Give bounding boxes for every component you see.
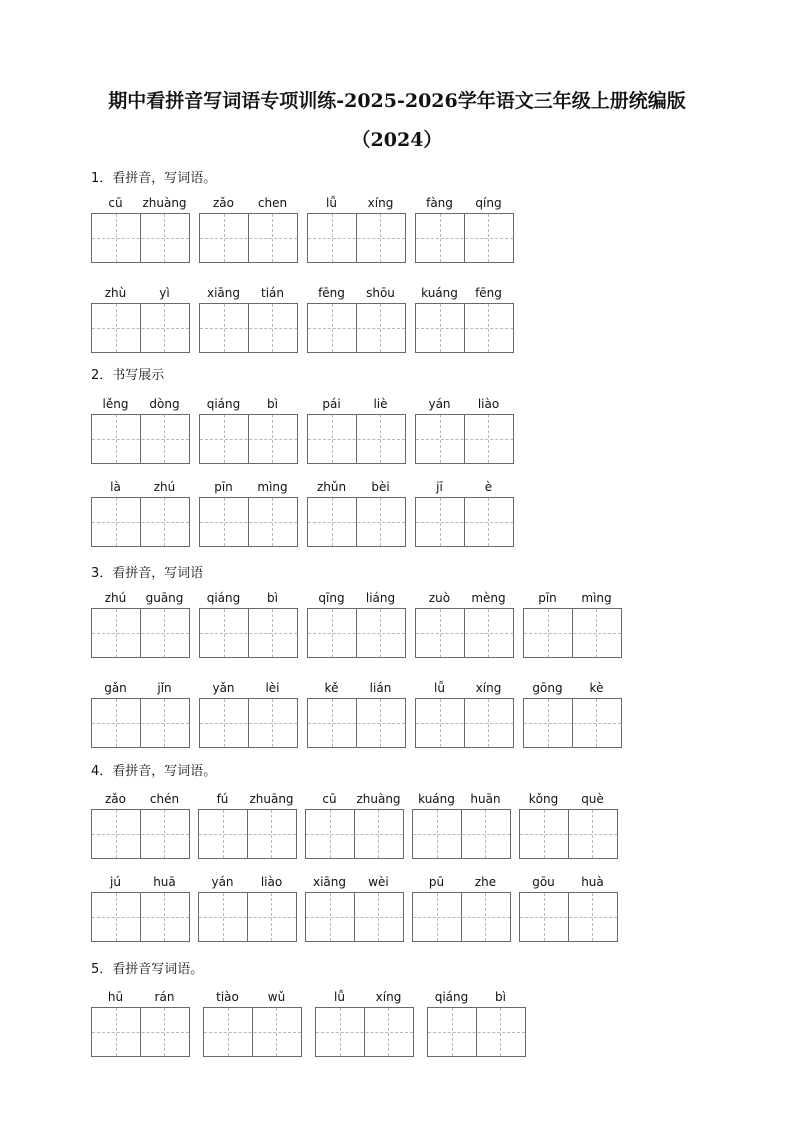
pinyin-text: zhú	[153, 480, 176, 494]
pinyin-text: fú	[216, 792, 229, 806]
guide-line-vertical	[116, 609, 117, 657]
guide-line-horizontal	[520, 917, 617, 918]
question-label: 5．看拼音写词语。	[91, 962, 204, 977]
guide-line-vertical	[488, 498, 489, 546]
word-item	[199, 591, 298, 658]
guide-line-vertical	[223, 893, 224, 941]
pinyin-text: pīn	[214, 480, 233, 494]
pinyin-text: huān	[470, 792, 501, 806]
guide-line-vertical	[440, 498, 441, 546]
guide-line-horizontal	[92, 917, 189, 918]
writing-grid[interactable]	[91, 892, 190, 942]
word-item	[307, 286, 406, 353]
pinyin-text: jú	[110, 875, 121, 889]
guide-line-vertical	[380, 498, 381, 546]
pinyin-text: cū	[108, 196, 123, 210]
word-item	[415, 480, 514, 547]
writing-grid[interactable]	[91, 608, 190, 658]
writing-grid[interactable]	[519, 892, 618, 942]
guide-line-vertical	[488, 609, 489, 657]
writing-grid[interactable]	[91, 303, 190, 353]
guide-line-vertical	[272, 304, 273, 352]
guide-line-horizontal	[200, 439, 297, 440]
pinyin-text: qíng	[475, 196, 502, 210]
pinyin-text: lǚ	[326, 196, 337, 210]
guide-line-horizontal	[308, 633, 405, 634]
word-item	[199, 681, 298, 748]
guide-line-vertical	[116, 304, 117, 352]
writing-grid[interactable]	[199, 698, 298, 748]
pinyin-text: zhú	[104, 591, 127, 605]
guide-line-horizontal	[520, 834, 617, 835]
guide-line-vertical	[164, 699, 165, 747]
writing-grid[interactable]	[91, 497, 190, 547]
guide-line-vertical	[164, 810, 165, 858]
word-item	[91, 286, 190, 353]
word-item	[305, 875, 404, 942]
pinyin-text: xíng	[375, 990, 402, 1004]
pinyin-text: là	[110, 480, 121, 494]
guide-line-horizontal	[308, 522, 405, 523]
writing-grid[interactable]	[412, 809, 511, 859]
guide-line-horizontal	[306, 917, 403, 918]
writing-grid[interactable]	[198, 892, 297, 942]
writing-grid[interactable]	[305, 809, 404, 859]
writing-grid[interactable]	[415, 213, 514, 263]
pinyin-text: gǎn	[104, 681, 127, 695]
word-item	[91, 591, 190, 658]
pinyin-text: qiáng	[434, 990, 469, 1004]
word-item	[305, 792, 404, 859]
guide-line-horizontal	[306, 834, 403, 835]
guide-line-horizontal	[524, 633, 621, 634]
guide-line-vertical	[224, 415, 225, 463]
guide-line-vertical	[437, 893, 438, 941]
word-item	[519, 792, 618, 859]
word-item	[307, 397, 406, 464]
guide-line-vertical	[223, 810, 224, 858]
pinyin-text: yán	[211, 875, 234, 889]
guide-line-vertical	[440, 415, 441, 463]
word-item	[91, 480, 190, 547]
pinyin-text: bì	[495, 990, 506, 1004]
word-item	[307, 196, 406, 263]
pinyin-text: liào	[477, 397, 500, 411]
guide-line-horizontal	[416, 328, 513, 329]
pinyin-text: mèng	[471, 591, 506, 605]
writing-grid[interactable]	[307, 303, 406, 353]
pinyin-text: huà	[581, 875, 604, 889]
guide-line-vertical	[544, 893, 545, 941]
writing-grid[interactable]	[199, 497, 298, 547]
pinyin-text: zhuàng	[142, 196, 187, 210]
pinyin-text: lèi	[265, 681, 280, 695]
guide-line-vertical	[116, 893, 117, 941]
guide-line-horizontal	[199, 834, 296, 835]
pinyin-text: mìng	[257, 480, 288, 494]
pinyin-text: kǒng	[528, 792, 559, 806]
pinyin-text: kuáng	[418, 792, 455, 806]
guide-line-horizontal	[308, 723, 405, 724]
writing-grid[interactable]	[199, 303, 298, 353]
word-item	[415, 286, 514, 353]
word-item	[91, 681, 190, 748]
pinyin-text: gōu	[532, 875, 555, 889]
guide-line-horizontal	[416, 633, 513, 634]
writing-grid[interactable]	[307, 414, 406, 464]
guide-line-vertical	[224, 498, 225, 546]
guide-line-horizontal	[92, 328, 189, 329]
pinyin-text: rán	[154, 990, 175, 1004]
guide-line-vertical	[272, 214, 273, 262]
guide-line-horizontal	[92, 723, 189, 724]
writing-grid[interactable]	[91, 213, 190, 263]
guide-line-vertical	[544, 810, 545, 858]
guide-line-vertical	[488, 304, 489, 352]
guide-line-horizontal	[199, 917, 296, 918]
word-item	[198, 875, 297, 942]
writing-grid[interactable]	[91, 414, 190, 464]
question-label: 4．看拼音，写词语。	[91, 764, 217, 779]
writing-grid[interactable]	[415, 698, 514, 748]
guide-line-vertical	[164, 214, 165, 262]
pinyin-text: bì	[267, 397, 278, 411]
pinyin-text: qīng	[318, 591, 345, 605]
guide-line-horizontal	[316, 1032, 413, 1033]
writing-grid[interactable]	[415, 497, 514, 547]
writing-grid[interactable]	[427, 1007, 526, 1057]
question-label: 3．看拼音，写词语	[91, 566, 204, 581]
guide-line-vertical	[378, 810, 379, 858]
pinyin-text: tiào	[216, 990, 239, 1004]
writing-grid[interactable]	[307, 608, 406, 658]
guide-line-horizontal	[416, 439, 513, 440]
guide-line-vertical	[440, 699, 441, 747]
guide-line-vertical	[224, 304, 225, 352]
word-item	[523, 591, 622, 658]
guide-line-vertical	[271, 810, 272, 858]
word-item	[415, 591, 514, 658]
writing-grid[interactable]	[198, 809, 297, 859]
guide-line-vertical	[272, 498, 273, 546]
pinyin-text: zhuàng	[356, 792, 401, 806]
pinyin-text: shōu	[366, 286, 395, 300]
pinyin-text: bì	[267, 591, 278, 605]
pinyin-text: yán	[428, 397, 451, 411]
word-item	[199, 286, 298, 353]
word-item	[519, 875, 618, 942]
guide-line-vertical	[164, 498, 165, 546]
guide-line-vertical	[378, 893, 379, 941]
pinyin-text: liào	[260, 875, 283, 889]
pinyin-text: liáng	[365, 591, 396, 605]
writing-grid[interactable]	[307, 698, 406, 748]
pinyin-text: pīn	[538, 591, 557, 605]
guide-line-vertical	[164, 609, 165, 657]
pinyin-text: yì	[159, 286, 170, 300]
worksheet-title: 期中看拼音写词语专项训练-2025-2026学年语文三年级上册统编版	[108, 90, 686, 112]
word-item	[523, 681, 622, 748]
guide-line-vertical	[380, 609, 381, 657]
writing-grid[interactable]	[307, 497, 406, 547]
guide-line-vertical	[330, 810, 331, 858]
guide-line-horizontal	[416, 723, 513, 724]
writing-grid[interactable]	[91, 809, 190, 859]
guide-line-vertical	[164, 415, 165, 463]
guide-line-horizontal	[428, 1032, 525, 1033]
writing-grid[interactable]	[415, 303, 514, 353]
pinyin-text: kuáng	[421, 286, 458, 300]
pinyin-text: cū	[322, 792, 337, 806]
guide-line-vertical	[330, 893, 331, 941]
pinyin-text: liè	[373, 397, 388, 411]
pinyin-text: hū	[107, 990, 124, 1004]
guide-line-horizontal	[200, 328, 297, 329]
guide-line-vertical	[592, 810, 593, 858]
guide-line-vertical	[116, 498, 117, 546]
pinyin-text: pū	[428, 875, 445, 889]
guide-line-horizontal	[308, 238, 405, 239]
word-item	[415, 397, 514, 464]
guide-line-horizontal	[92, 1032, 189, 1033]
guide-line-vertical	[332, 699, 333, 747]
guide-line-horizontal	[200, 723, 297, 724]
writing-grid[interactable]	[199, 213, 298, 263]
pinyin-text: zhuāng	[249, 792, 294, 806]
guide-line-horizontal	[308, 328, 405, 329]
guide-line-vertical	[500, 1008, 501, 1056]
guide-line-vertical	[332, 304, 333, 352]
pinyin-text: wèi	[368, 875, 389, 889]
pinyin-text: kè	[589, 681, 604, 695]
guide-line-horizontal	[413, 917, 510, 918]
guide-line-vertical	[164, 1008, 165, 1056]
pinyin-text: tián	[261, 286, 284, 300]
word-item	[412, 875, 511, 942]
writing-grid[interactable]	[305, 892, 404, 942]
pinyin-text: kě	[324, 681, 339, 695]
writing-grid[interactable]	[415, 608, 514, 658]
guide-line-vertical	[548, 699, 549, 747]
guide-line-vertical	[592, 893, 593, 941]
pinyin-text: lián	[369, 681, 392, 695]
pinyin-text: lěng	[102, 397, 129, 411]
guide-line-vertical	[272, 415, 273, 463]
guide-line-vertical	[340, 1008, 341, 1056]
guide-line-horizontal	[92, 522, 189, 523]
worksheet-subtitle: （2024）	[351, 129, 443, 151]
pinyin-text: gōng	[532, 681, 563, 695]
guide-line-vertical	[452, 1008, 453, 1056]
guide-line-vertical	[380, 699, 381, 747]
guide-line-horizontal	[416, 238, 513, 239]
guide-line-vertical	[440, 609, 441, 657]
guide-line-horizontal	[204, 1032, 301, 1033]
writing-grid[interactable]	[199, 608, 298, 658]
pinyin-text: chén	[149, 792, 180, 806]
guide-line-vertical	[164, 893, 165, 941]
word-item	[91, 990, 190, 1057]
word-item	[91, 397, 190, 464]
guide-line-vertical	[332, 415, 333, 463]
guide-line-horizontal	[524, 723, 621, 724]
word-item	[307, 480, 406, 547]
word-item	[415, 681, 514, 748]
pinyin-text: fēng	[475, 286, 502, 300]
guide-line-vertical	[596, 699, 597, 747]
pinyin-text: zǎo	[105, 792, 126, 806]
guide-line-vertical	[488, 699, 489, 747]
guide-line-vertical	[116, 415, 117, 463]
guide-line-vertical	[485, 810, 486, 858]
guide-line-vertical	[488, 214, 489, 262]
guide-line-horizontal	[200, 633, 297, 634]
guide-line-horizontal	[92, 834, 189, 835]
guide-line-vertical	[380, 415, 381, 463]
pinyin-text: xiāng	[312, 875, 346, 889]
writing-grid[interactable]	[315, 1007, 414, 1057]
word-item	[199, 480, 298, 547]
guide-line-vertical	[271, 893, 272, 941]
word-item	[307, 681, 406, 748]
pinyin-text: què	[581, 792, 604, 806]
guide-line-horizontal	[92, 439, 189, 440]
writing-grid[interactable]	[91, 698, 190, 748]
word-item	[198, 792, 297, 859]
word-item	[412, 792, 511, 859]
guide-line-vertical	[116, 214, 117, 262]
pinyin-text: lǚ	[334, 990, 345, 1004]
guide-line-vertical	[332, 214, 333, 262]
pinyin-text: huā	[153, 875, 176, 889]
question-label: 2．书写展示	[91, 368, 165, 383]
guide-line-vertical	[224, 699, 225, 747]
word-item	[199, 397, 298, 464]
guide-line-vertical	[164, 304, 165, 352]
pinyin-text: qiáng	[206, 591, 241, 605]
pinyin-text: bèi	[371, 480, 390, 494]
guide-line-vertical	[272, 699, 273, 747]
pinyin-text: zhù	[104, 286, 127, 300]
writing-grid[interactable]	[519, 809, 618, 859]
writing-grid[interactable]	[523, 608, 622, 658]
writing-grid[interactable]	[523, 698, 622, 748]
pinyin-text: zǎo	[213, 196, 234, 210]
guide-line-vertical	[332, 498, 333, 546]
pinyin-text: zhe	[474, 875, 497, 889]
guide-line-vertical	[116, 810, 117, 858]
pinyin-text: è	[484, 480, 493, 494]
pinyin-text: zuò	[428, 591, 451, 605]
pinyin-text: jǐn	[157, 681, 172, 695]
guide-line-vertical	[116, 699, 117, 747]
word-item	[91, 792, 190, 859]
guide-line-vertical	[116, 1008, 117, 1056]
guide-line-vertical	[380, 214, 381, 262]
pinyin-text: guāng	[145, 591, 184, 605]
guide-line-vertical	[488, 415, 489, 463]
guide-line-horizontal	[416, 522, 513, 523]
question-label: 1．看拼音，写词语。	[91, 171, 217, 186]
pinyin-text: chen	[257, 196, 288, 210]
pinyin-text: xíng	[367, 196, 394, 210]
guide-line-horizontal	[92, 238, 189, 239]
guide-line-vertical	[224, 214, 225, 262]
pinyin-text: fàng	[426, 196, 453, 210]
guide-line-horizontal	[200, 522, 297, 523]
writing-grid[interactable]	[91, 1007, 190, 1057]
pinyin-text: mìng	[581, 591, 612, 605]
guide-line-vertical	[440, 214, 441, 262]
word-item	[415, 196, 514, 263]
guide-line-horizontal	[200, 238, 297, 239]
writing-grid[interactable]	[199, 414, 298, 464]
pinyin-text: pái	[322, 397, 341, 411]
guide-line-vertical	[332, 609, 333, 657]
guide-line-vertical	[228, 1008, 229, 1056]
guide-line-vertical	[272, 609, 273, 657]
guide-line-vertical	[388, 1008, 389, 1056]
word-item	[199, 196, 298, 263]
guide-line-vertical	[485, 893, 486, 941]
pinyin-text: zhǔn	[316, 480, 347, 494]
pinyin-text: lǚ	[434, 681, 445, 695]
word-item	[315, 990, 414, 1057]
word-item	[203, 990, 302, 1057]
pinyin-text: jī	[436, 480, 443, 494]
word-item	[91, 196, 190, 263]
word-item	[91, 875, 190, 942]
pinyin-text: yǎn	[212, 681, 235, 695]
pinyin-text: xíng	[475, 681, 502, 695]
writing-grid[interactable]	[412, 892, 511, 942]
guide-line-vertical	[596, 609, 597, 657]
pinyin-text: wǔ	[267, 990, 286, 1004]
guide-line-vertical	[224, 609, 225, 657]
guide-line-vertical	[380, 304, 381, 352]
guide-line-vertical	[437, 810, 438, 858]
pinyin-text: fēng	[318, 286, 345, 300]
word-item	[307, 591, 406, 658]
guide-line-vertical	[440, 304, 441, 352]
guide-line-vertical	[548, 609, 549, 657]
pinyin-text: dòng	[149, 397, 180, 411]
writing-grid[interactable]	[203, 1007, 302, 1057]
guide-line-horizontal	[92, 633, 189, 634]
pinyin-text: xiāng	[206, 286, 240, 300]
word-item	[427, 990, 526, 1057]
writing-grid[interactable]	[307, 213, 406, 263]
guide-line-horizontal	[413, 834, 510, 835]
writing-grid[interactable]	[415, 414, 514, 464]
guide-line-vertical	[276, 1008, 277, 1056]
pinyin-text: qiáng	[206, 397, 241, 411]
guide-line-horizontal	[308, 439, 405, 440]
